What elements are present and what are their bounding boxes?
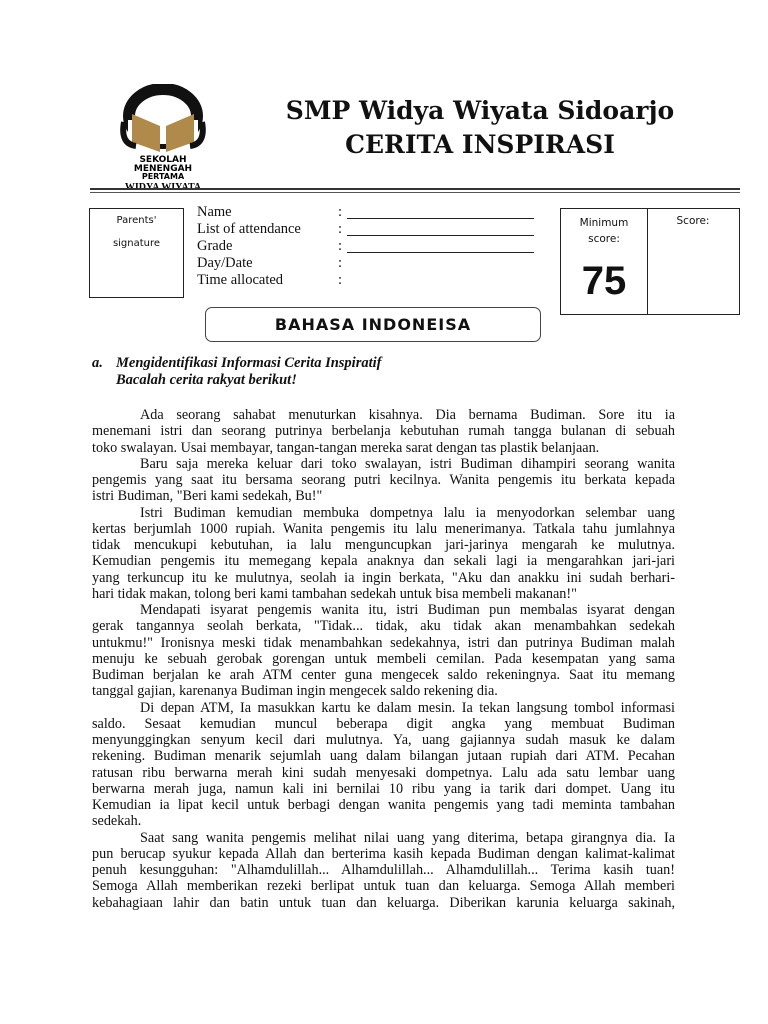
colon: : (338, 221, 343, 237)
colon: : (338, 204, 343, 220)
story-body (92, 407, 675, 911)
parents-signature-box (89, 208, 184, 298)
story-line: berwarna merah juga, namun kali ini bernilai 10 ribu yang ia tarik dari dompet. Uang itu (92, 780, 675, 797)
story-line: tidak mencukupi kebutuhan, ia lalu menguncupkan jari-jarinya mengarah ke mulutnya. (92, 537, 675, 553)
story-line: tanggal gajian, karenanya Budiman ingin mengecek saldo rekening dia. (92, 683, 498, 700)
minimum-score-label (561, 215, 647, 247)
story-line: Di depan ATM, Ia masukkan kartu ke dalam mesin. Ia tekan langsung tombol informasi (140, 699, 675, 716)
colon: : (338, 255, 343, 271)
field-grade-label: Grade (197, 238, 233, 254)
story-line: menemani istri dan seorang putrinya berbelanja kebutuhan rumah tangga bulanan di sebuah (92, 423, 675, 440)
story-line: saldo. Sesaat kemudian muncul beberapa digit angka yang membuat Budiman (92, 715, 675, 732)
story-line: Istri Budiman kemudian membuka dompetnya lalu ia menyodorkan selembar uang (140, 504, 675, 521)
name-input-line[interactable] (347, 218, 534, 219)
section-marker: a. (92, 355, 103, 371)
header-divider-thin (90, 192, 740, 193)
story-paragraph (92, 700, 675, 830)
field-daydate-label: Day/Date (197, 255, 253, 271)
story-paragraph (92, 407, 675, 456)
story-line: ratusan ribu berwarna merah kini sudah menyesaki dompetnya. Lalu ada satu lembar uang (92, 764, 675, 781)
story-line: gerak tangannya seolah berkata, "Tidak... tidak, aku tidak akan menambahkan sedekah (92, 618, 675, 635)
story-line: Kemudian pengemis itu memegang kepala anaknya dan sekali lagi ia mengarahkan jari-jari (92, 553, 675, 570)
story-line: sedekah. (92, 813, 142, 830)
story-paragraph (92, 830, 675, 911)
story-line: pun berucap syukur kepada Allah dan berterima kasih kepada Budiman dengan kalimat-kalimat (92, 845, 675, 862)
story-line: kebahagiaan lahir dan batin untuk tuan dan keluarga. Diberikan karunia keluarga sakinah, (92, 894, 675, 911)
story-line: menyunggingkan senyum kecil dari mulutnya. Ya, uang gajiannya sudah masuk ke dalam (92, 732, 675, 748)
story-line: yang terkuncup itu ke mulutnya, seolah ia ingin berkata, "Aku dan anakku ini sudah berhari- (92, 569, 675, 586)
school-name: SMP Widya Wiyata Sidoarjo (285, 96, 675, 125)
svg-text:MENENGAH: MENENGAH (133, 164, 193, 174)
section-instruction: Bacalah cerita rakyat berikut! (116, 372, 297, 388)
field-attendance-label: List of attendance (197, 221, 301, 237)
minimum-label: Minimum (579, 217, 629, 229)
parents-label: Parents' (116, 215, 157, 226)
story-paragraph (92, 505, 675, 603)
colon: : (338, 272, 343, 288)
story-line: Baru saja mereka keluar dari toko swalayan, istri Budiman dihampiri seorang wanita (140, 455, 675, 472)
story-line: hari tidak makan, tolong beri kami tambahan sedekah untuk bisa membeli makanan!" (92, 585, 577, 602)
score-colon-label: score: (588, 233, 620, 245)
story-line: untukmu!" Ironisnya meski tidak menambahkan sedekahnya, istri dan putrinya Budiman malah (92, 634, 675, 651)
svg-text:PERTAMA: PERTAMA (141, 172, 185, 181)
story-line: Kemudian ia lipat kecil untuk berbagi dengan wanita pengemis yang tadi meminta tambahan (92, 797, 675, 813)
signature-label: signature (112, 238, 161, 249)
grade-input-line[interactable] (347, 252, 534, 253)
minimum-score-value: 75 (581, 259, 627, 303)
story-line: istri Budiman, "Beri kami sedekah, Bu!" (92, 488, 323, 505)
section-heading (92, 355, 381, 372)
svg-text:SEKOLAH: SEKOLAH (139, 155, 187, 165)
story-line: penuh kesungguhan: "Alhamdulillah... Alhamdulillah... Alhamdulillah... Terima kasih tuan! (92, 862, 675, 878)
attendance-input-line[interactable] (347, 235, 534, 236)
header-divider (90, 188, 740, 190)
field-name-label: Name (197, 204, 232, 220)
story-line: Saat sang wanita pengemis melihat nilai uang yang diterima, betapa girangnya dia. Ia (140, 829, 675, 846)
story-line: kertas berjumlah 1000 rupiah. Wanita pengemis itu lalu menerimanya. Tatkala tahu jumlahnya (92, 520, 675, 537)
story-paragraph (92, 456, 675, 505)
story-line: Budiman berjalan ke arah ATM center guna mengecek saldo rekeningnya. Saat itu memang (92, 667, 675, 683)
story-line: toko swalayan. Usai membayar, tangan-tangan mereka sarat dengan tas plastik belanjaan. (92, 439, 600, 456)
school-logo (108, 84, 218, 192)
page-title: CERITA INSPIRASI (345, 130, 615, 159)
score-box (560, 208, 740, 315)
score-label: Score: (676, 215, 710, 227)
svg-text:WIDYA WIYATA: WIDYA WIYATA (124, 182, 202, 192)
story-line: menuju ke sebuah gerobak gorengan untuk membeli cemilan. Pada kesempatan yang sama (92, 650, 675, 667)
colon: : (338, 238, 343, 254)
story-line: Ada seorang sahabat menuturkan kisahnya. Dia bernama Budiman. Sore itu ia (140, 407, 675, 423)
story-line: pengemis yang saat itu bersama seorang putri kecilnya. Wanita pengemis itu berkata kepada (92, 472, 675, 488)
subject-banner: BAHASA INDONEISA (205, 307, 541, 342)
story-line: Mendapati isyarat pengemis wanita itu, istri Budiman pun membalas isyarat dengan (140, 602, 675, 618)
field-time-label: Time allocated (197, 272, 284, 288)
story-line: Semoga Allah memberikan rezeki berlipat untuk tuan dan keluarga. Semoga Allah memberi (92, 878, 675, 895)
story-paragraph (92, 602, 675, 700)
section-title: Mengidentifikasi Informasi Cerita Inspiratif (116, 355, 382, 371)
story-line: rekening. Budiman menarik sejumlah uang dalam bilangan jutaan rupiah dari ATM. Pecahan (92, 748, 675, 765)
